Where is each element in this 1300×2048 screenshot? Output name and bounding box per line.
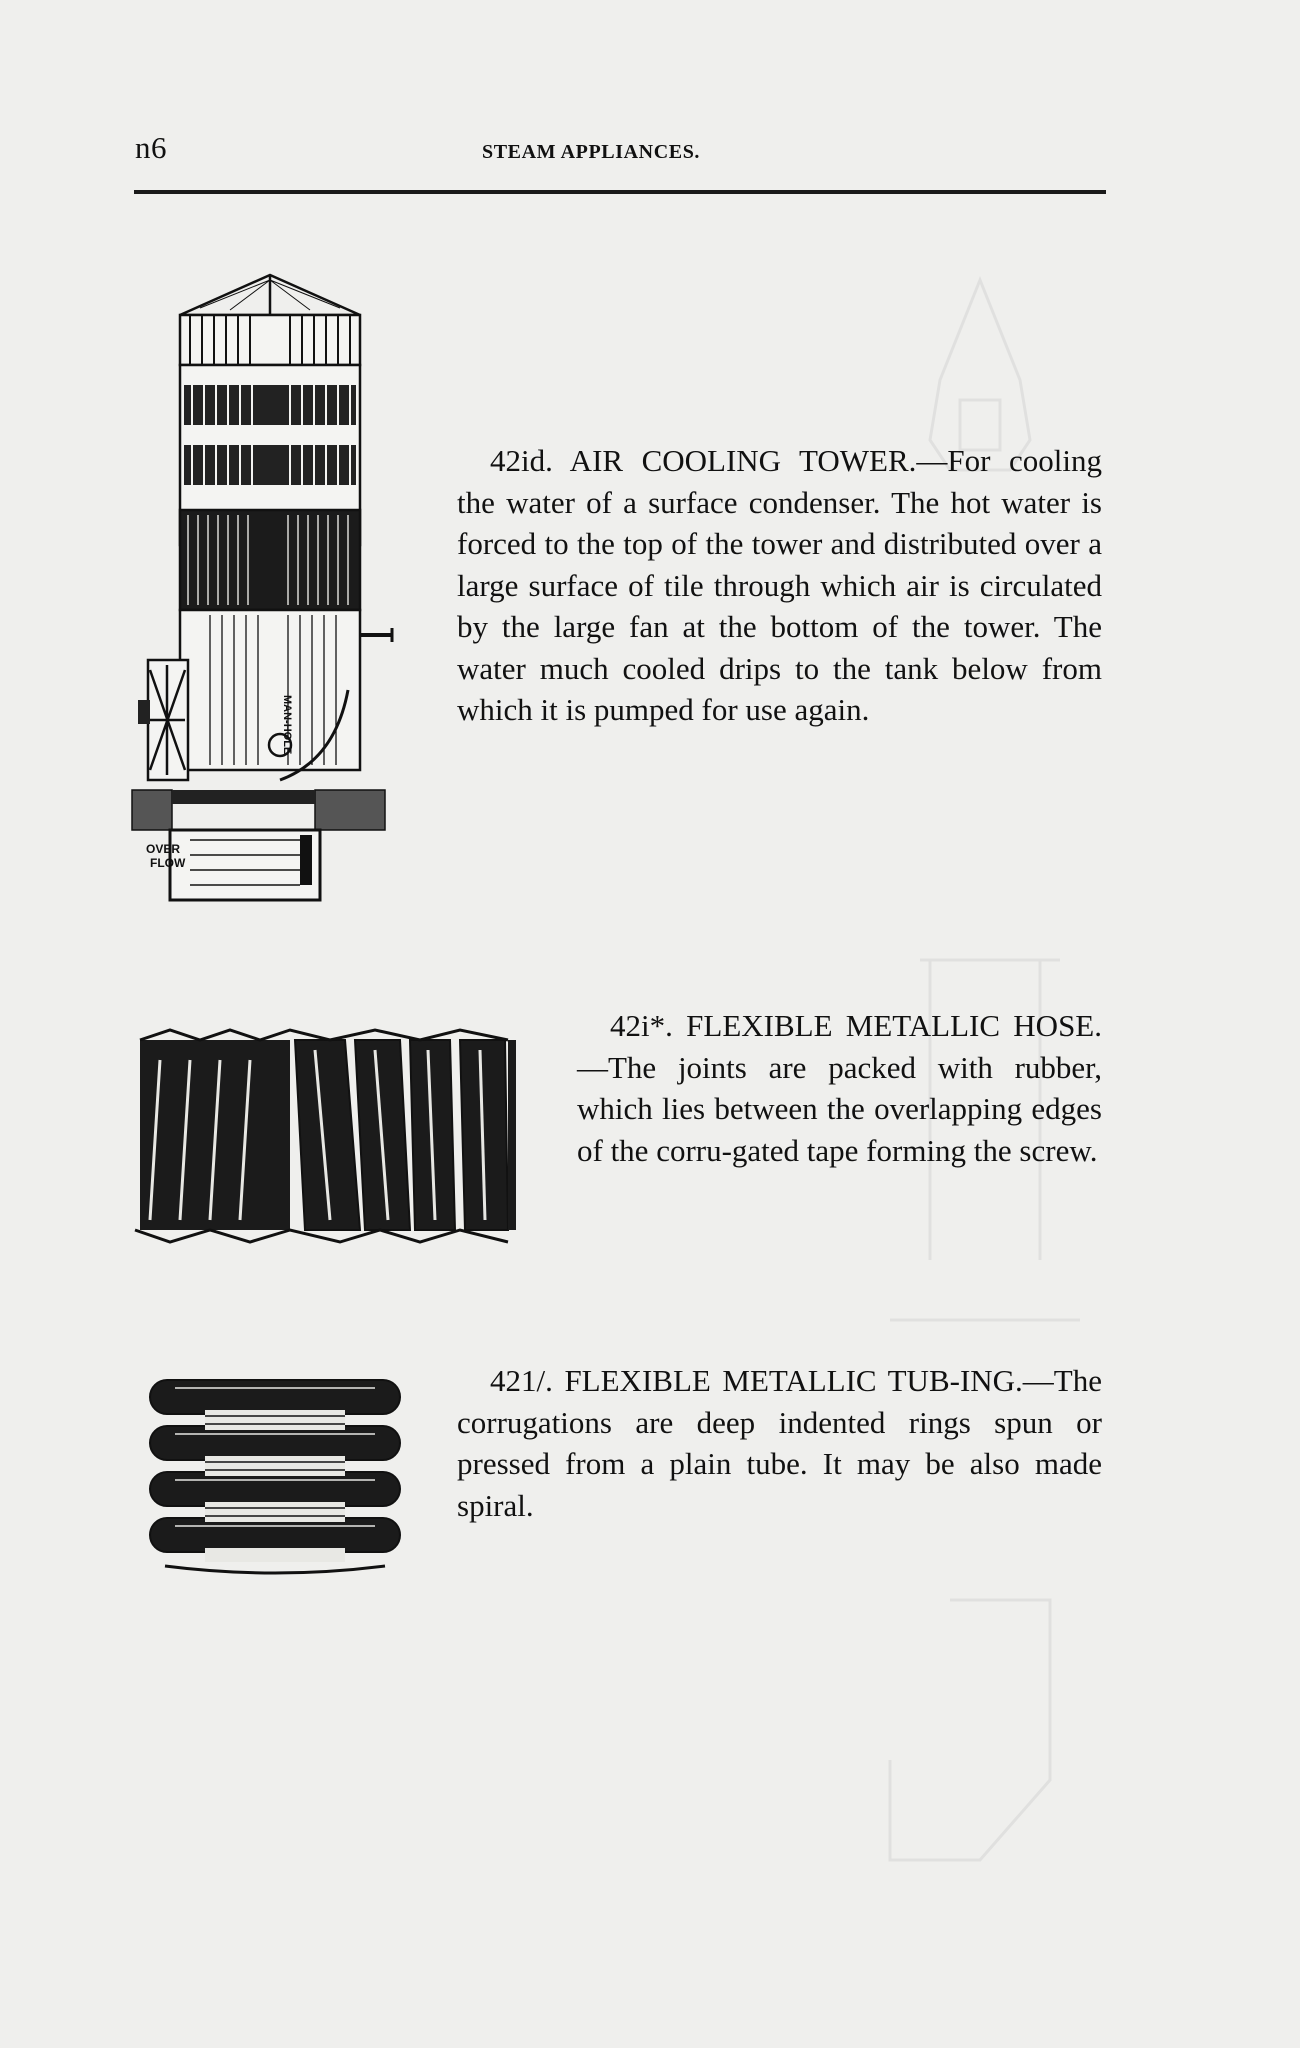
entry-flexible-metallic-tubing [457,1360,1102,1526]
cooling-tower-figure [130,270,410,910]
overflow-label-1: OVER [146,842,181,856]
running-head: STEAM APPLIANCES. [482,141,701,163]
overflow-label-2: FLOW [150,856,186,870]
flexible-tubing-figure [145,1370,405,1580]
page-number: n6 [135,130,167,165]
entry-text: 42i*. FLEXIBLE METALLIC HOSE.—The joints are packed with rubber, which lies between the overlapping edges of the corru-gated tape forming the screw. [577,1008,1102,1168]
header-rule [134,190,1106,194]
entry-text: 42id. AIR COOLING TOWER.—For cooling the water of a surface condenser. The hot water is forced to the top of the tower and distributed over a large surface of tile through which air is circulated by the large fan at the bottom of the tower. The water much cooled drips to the tank below from which it is pumped for use again. [457,443,1102,727]
entry-air-cooling-tower [457,440,1102,731]
entry-flexible-metallic-hose [577,1005,1102,1171]
entry-text: 421/. FLEXIBLE METALLIC TUB-ING.—The corrugations are deep indented rings spun or pressed from a plain tube. It may be also made spiral. [457,1363,1102,1523]
flexible-hose-figure [130,1020,540,1250]
manhole-label: MAN-HOLE [281,695,293,755]
